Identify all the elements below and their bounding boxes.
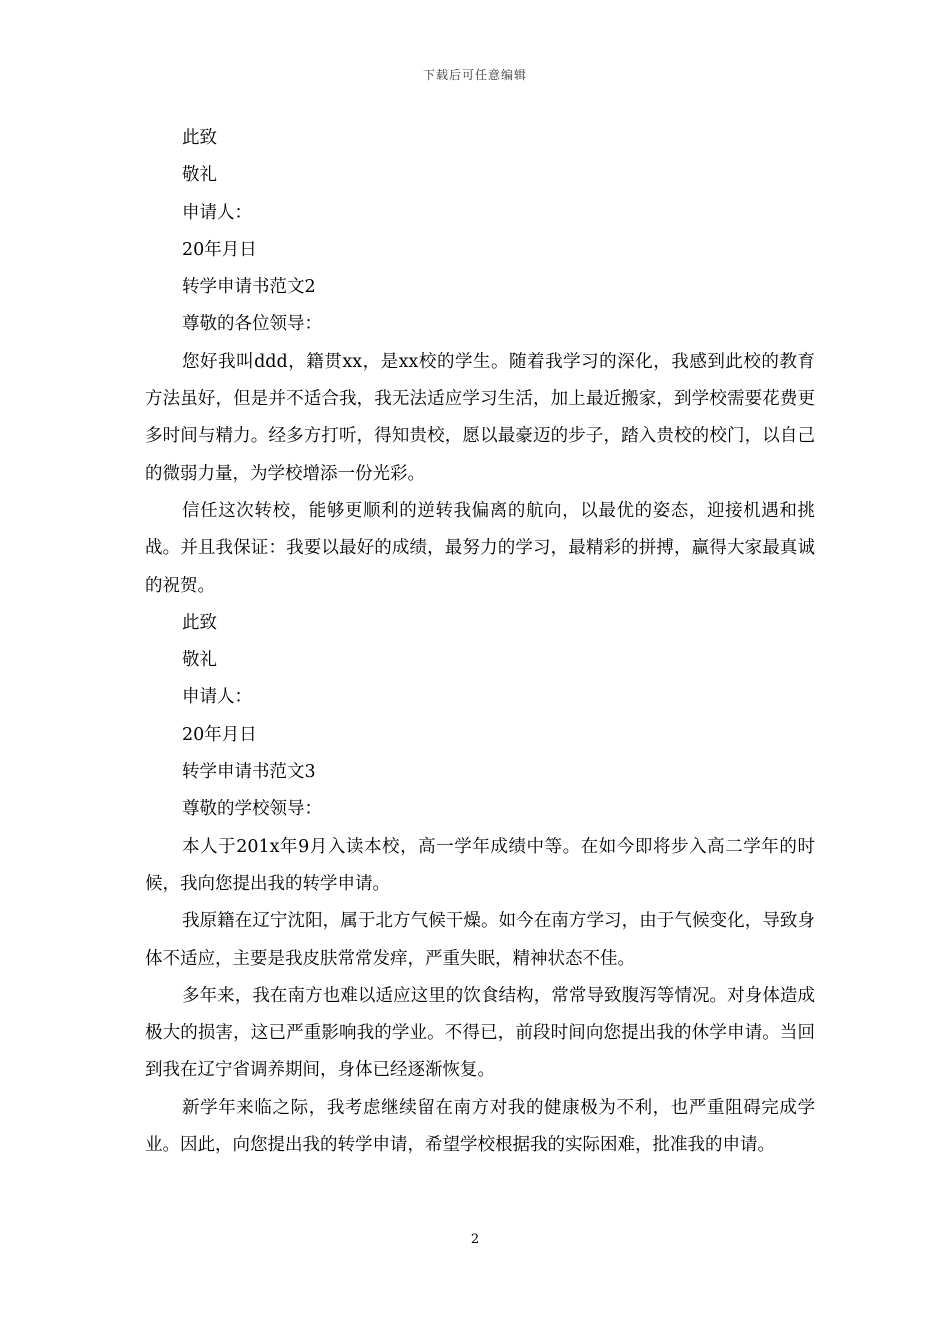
closing-greeting: 此致	[182, 612, 217, 633]
body-paragraph: 我原籍在辽宁沈阳，属于北方气候干燥。如今在南方学习，由于气候变化，导致身体不适应，主要是我皮肤常常发痒，严重失眠，精神状态不佳。	[145, 911, 815, 969]
page-number: 2	[470, 1232, 480, 1247]
date-line: 20年月日	[182, 724, 257, 745]
document-body	[145, 120, 815, 1164]
page-header-note: 下载后可任意编辑	[422, 68, 527, 82]
closing-greeting: 此致	[182, 128, 217, 148]
salutation: 尊敬的各位领导：	[182, 314, 322, 335]
closing-salute: 敬礼	[182, 165, 217, 186]
closing-salute: 敬礼	[182, 650, 217, 671]
salutation: 尊敬的学校领导：	[182, 799, 322, 820]
applicant-label: 申请人：	[182, 687, 252, 708]
body-paragraph: 本人于201x年9月入读本校，高一学年成绩中等。在如今即将步入高二学年的时候，我向您提出我的转学申请。	[145, 836, 815, 894]
body-paragraph: 信任这次转校，能够更顺利的逆转我偏离的航向，以最优的姿态，迎接机遇和挑战。并且我保证：我要以最好的成绩，最努力的学习，最精彩的拼搏，赢得大家最真诚的祝贺。	[145, 500, 815, 596]
section-title-sample-2: 转学申请书范文2	[182, 277, 316, 298]
section-title-sample-3: 转学申请书范文3	[182, 762, 316, 783]
body-paragraph: 您好我叫ddd，籍贯xx，是xx校的学生。随着我学习的深化，我感到此校的教育方法虽好，但是并不适合我，我无法适应学习生活，加上最近搬家，到学校需要花费更多时间与精力。经多方打听，得知贵校，愿以最豪迈的步子，踏入贵校的校门，以自己的微弱力量，为学校增添一份光彩。	[145, 351, 815, 484]
date-line: 20年月日	[182, 239, 257, 260]
body-paragraph: 新学年来临之际，我考虑继续留在南方对我的健康极为不利，也严重阻碍完成学业。因此，向您提出我的转学申请，希望学校根据我的实际困难，批准我的申请。	[145, 1097, 815, 1156]
applicant-label: 申请人：	[182, 202, 252, 223]
body-paragraph: 多年来，我在南方也难以适应这里的饮食结构，常常导致腹泻等情况。对身体造成极大的损害，这已严重影响我的学业。不得已，前段时间向您提出我的休学申请。当回到我在辽宁省调养期间，身体已经逐渐恢复。	[145, 985, 815, 1081]
